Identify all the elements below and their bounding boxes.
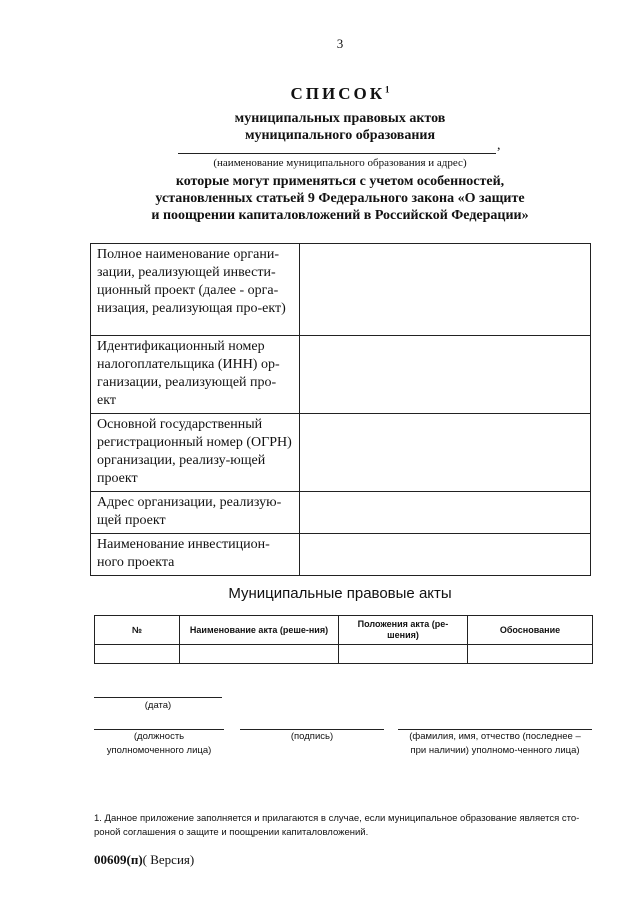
fullname-caption: (фамилия, имя, отчество (последнее – при наличии) уполномо-ченного лица) — [409, 731, 581, 756]
info-value — [300, 244, 591, 336]
signature-caption: (подпись) — [290, 731, 334, 742]
acts-header-number: № — [95, 616, 180, 645]
acts-cell — [180, 645, 339, 664]
info-label: Наименование инвестицион-ного проекта — [91, 534, 300, 576]
acts-cell — [95, 645, 180, 664]
document-description — [0, 173, 633, 224]
info-row — [91, 492, 591, 534]
acts-cell — [468, 645, 593, 664]
info-label: Адрес организации, реализую-щей проект — [91, 492, 300, 534]
comma: , — [497, 138, 501, 153]
info-label: Основной государственный регистрационный номер (ОГРН) организации, реализу-ющей проект — [91, 414, 300, 492]
title-text: СПИСОК — [290, 84, 386, 103]
title-footnote-mark: 1 — [385, 84, 390, 95]
acts-table — [94, 615, 593, 664]
table-row — [95, 645, 593, 664]
date-line — [94, 696, 222, 698]
description-line: которые могут применяться с учетом особенностей, — [175, 174, 505, 189]
code-number: 00609(п) — [94, 852, 143, 867]
info-value — [300, 414, 591, 492]
acts-header-name: Наименование акта (реше-ния) — [180, 616, 339, 645]
info-row — [91, 414, 591, 492]
page-number: 3 — [336, 36, 344, 51]
footnote: 1. Данное приложение заполняется и прилагаются в случае, если муниципальное образование является сто-роной соглашения о защите и поощрении капиталовложений. — [94, 813, 580, 838]
acts-cell — [339, 645, 468, 664]
info-value — [300, 336, 591, 414]
municipality-name-hint: (наименование муниципального образования и адрес) — [213, 157, 467, 169]
municipality-name-line — [178, 152, 496, 154]
acts-header-row — [95, 616, 593, 645]
info-row — [91, 244, 591, 336]
info-row — [91, 534, 591, 576]
document-subtitle — [0, 110, 633, 144]
info-label: Полное наименование органи-зации, реализующей инвести-ционный проект (далее - орга-низация, реализующая про-ект) — [91, 244, 300, 336]
date-caption: (дата) — [144, 700, 172, 711]
info-value — [300, 492, 591, 534]
position-caption: (должность уполномоченного лица) — [106, 731, 212, 756]
description-line: установленных статьей 9 Федерального закона «О защите — [155, 191, 525, 206]
organization-info-table — [90, 243, 591, 576]
acts-header-provisions: Положения акта (ре-шения) — [339, 616, 468, 645]
description-line: и поощрении капиталовложений в Российской Федерации» — [151, 208, 529, 223]
acts-header-justification: Обоснование — [468, 616, 593, 645]
subtitle-line: муниципальных правовых актов — [234, 111, 446, 126]
info-value — [300, 534, 591, 576]
document-code — [94, 852, 194, 868]
acts-section-title: Муниципальные правовые акты — [228, 585, 452, 602]
info-label: Идентификационный номер налогоплательщика (ИНН) ор-ганизации, реализующей про-ект — [91, 336, 300, 414]
code-version: ( Версия) — [142, 852, 195, 867]
info-row — [91, 336, 591, 414]
document-title — [0, 84, 633, 104]
subtitle-line: муниципального образования — [244, 128, 436, 143]
